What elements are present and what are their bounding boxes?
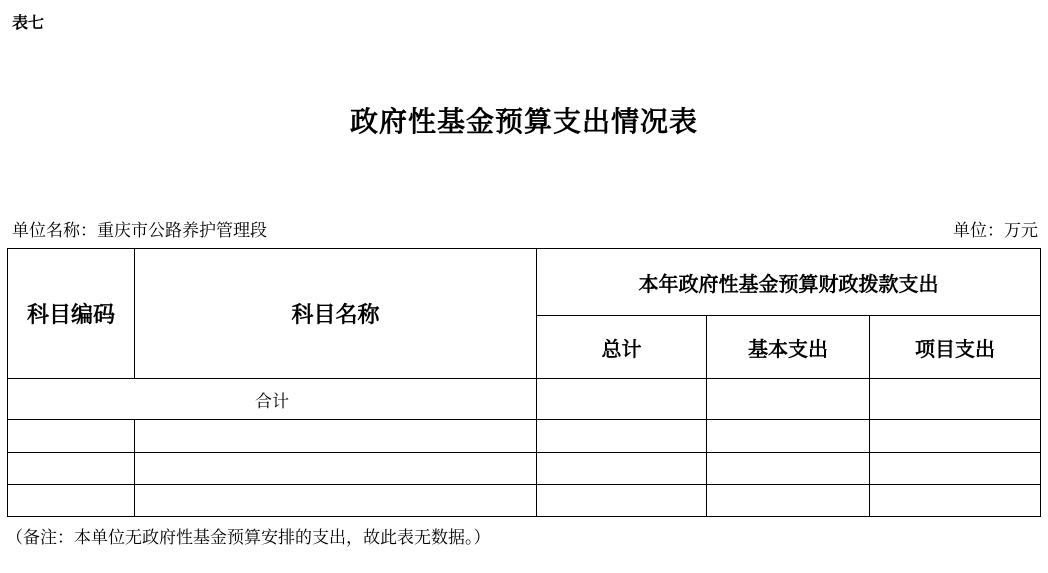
total-row [8, 379, 1041, 420]
empty-cell [135, 420, 537, 453]
header-subject-name: 科目名称 [135, 249, 537, 379]
unit-info-row [12, 216, 1038, 241]
header-total: 总计 [537, 316, 707, 379]
header-basic-expenditure: 基本支出 [707, 316, 870, 379]
page-title: 政府性基金预算支出情况表 [349, 105, 698, 138]
empty-cell [8, 420, 135, 453]
header-fund-expenditure-group: 本年政府性基金预算财政拨款支出 [537, 249, 1041, 316]
empty-cell [537, 420, 707, 453]
table-number-label: 表七 [12, 13, 45, 32]
empty-cell [870, 420, 1041, 453]
empty-cell [537, 453, 707, 485]
empty-cell [8, 453, 135, 485]
empty-cell [870, 485, 1041, 517]
header-project-expenditure: 项目支出 [870, 316, 1041, 379]
empty-cell [707, 485, 870, 517]
header-subject-code: 科目编码 [8, 249, 135, 379]
budget-expenditure-table [7, 248, 1041, 517]
empty-cell [135, 485, 537, 517]
footnote: （备注：本单位无政府性基金预算安排的支出，故此表无数据。） [6, 528, 491, 548]
table-row [8, 485, 1041, 517]
empty-cell [8, 485, 135, 517]
empty-cell [135, 453, 537, 485]
header-row-1 [8, 249, 1041, 316]
total-basic-cell [707, 379, 870, 420]
unit-name-label: 单位名称：重庆市公路养护管理段 [12, 221, 267, 241]
table-row [8, 420, 1041, 453]
empty-cell [870, 453, 1041, 485]
total-cell [537, 379, 707, 420]
empty-cell [707, 453, 870, 485]
currency-unit-label: 单位：万元 [953, 221, 1038, 241]
empty-cell [707, 420, 870, 453]
table-row [8, 453, 1041, 485]
total-row-label: 合计 [8, 379, 537, 420]
total-project-cell [870, 379, 1041, 420]
empty-cell [537, 485, 707, 517]
